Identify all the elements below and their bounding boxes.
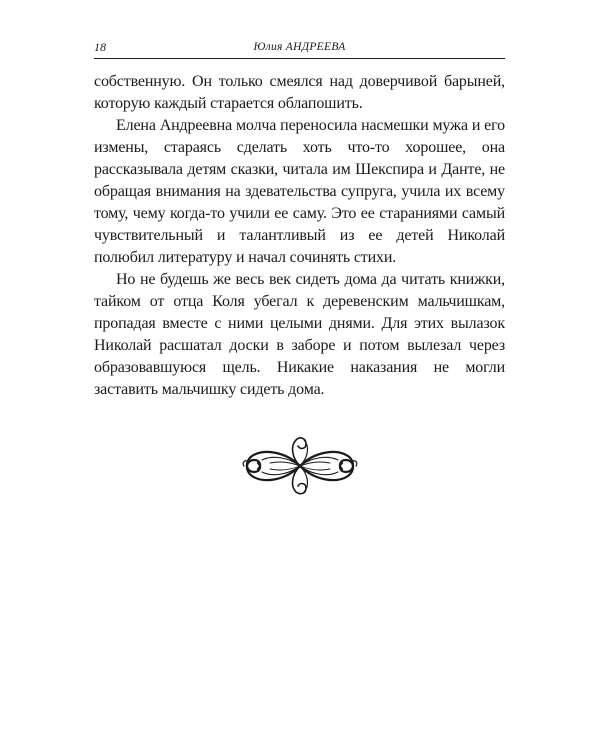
running-title: Юлия АНДРЕЕВА xyxy=(253,41,346,53)
paragraph-1: собственную. Он только смеялся над доверчивой барыней, которую каждый старается облапошить. xyxy=(94,73,505,112)
page-number: 18 xyxy=(94,40,106,54)
paragraph-2: Елена Андреевна молча переносила насмешки мужа и его измены, стараясь сделать хоть что-то хорошее, она рассказывала детям сказки, читала им Шекспира и Данте, не обращая внимания на здевательства супруга, учила их всему тому, чему когда-то учили ее саму. Это ее стараниями самый чувствительный и талантливый из ее детей Николай полюбил литературу и начал сочинять стихи. xyxy=(94,117,505,266)
flourish-ornament-icon xyxy=(240,432,360,498)
running-header xyxy=(94,38,505,59)
body-text xyxy=(94,71,505,401)
paragraph-3: Но не будешь же весь век сидеть дома да читать книжки, тайком от отца Коля убегал к деревенским мальчишкам, пропадая вместе с ними целыми днями. Для этих вылазок Николай расшатал доски в заборе и потом вылезал через образовавшуюся щель. Никакие наказания не могли заставить мальчишку сидеть дома. xyxy=(94,271,505,398)
